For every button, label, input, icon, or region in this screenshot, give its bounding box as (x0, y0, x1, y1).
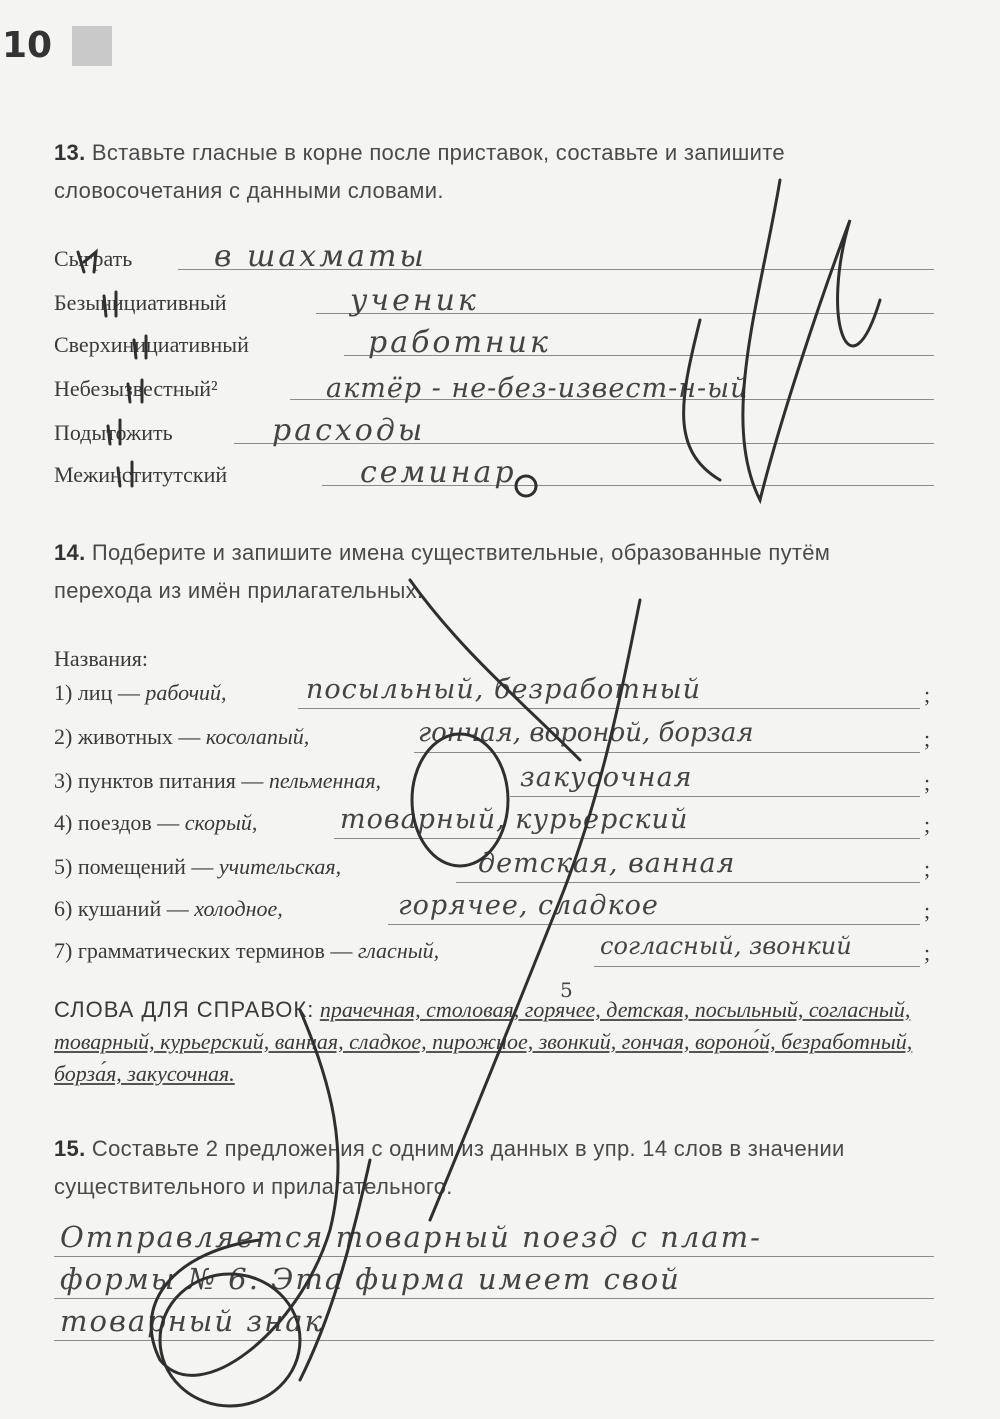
item-example: пельменная, (268, 768, 382, 793)
item-example: учительская, (218, 854, 342, 879)
item-category: помещений — (77, 854, 214, 879)
handwritten-answer: товарный знак (60, 1304, 324, 1338)
item-example: косолапый, (205, 724, 310, 749)
line-end-semicolon: ; (924, 898, 931, 923)
item-number: 4) (54, 810, 73, 835)
item-category: лиц — (77, 680, 140, 705)
large-letter-stroke (151, 1010, 338, 1375)
exercise-14-text: Подберите и запишите имена существительные, образованные путём перехода из имён прилагательных. (54, 540, 831, 603)
handwritten-answer: Отправляется товарный поезд с плат- (60, 1220, 762, 1254)
reference-list: прачечная, столовая, горячее, детская, посыльный, согласный, товарный, курьерский, ванная, сладкое, пирожное, звонкий, гончая, вороно́й, безработный, борза́я, закусочная. (54, 997, 913, 1086)
item-number: 1) (54, 680, 73, 705)
row-label: Сверхинициативный (54, 332, 249, 357)
vowel-insert-mark (134, 336, 146, 358)
item-example: рабочий, (145, 680, 227, 705)
reference-caption: СЛОВА ДЛЯ СПРАВОК: (54, 997, 315, 1022)
circle-mark (160, 1274, 300, 1406)
vowel-insert-mark (108, 420, 120, 444)
line-end-semicolon: ; (924, 856, 931, 881)
item-category: кушаний — (77, 896, 189, 921)
handwritten-answer: семинар (360, 455, 517, 490)
handwritten-answer: формы № 6. Эта фирма имеет свой (60, 1262, 681, 1296)
grade-mark: 5 (560, 978, 576, 1002)
row-label: Небезызвестный² (54, 376, 218, 401)
item-number: 6) (54, 896, 73, 921)
handwritten-answer: закусочная (520, 762, 693, 793)
circle-mark (516, 476, 536, 496)
exercise-15-number: 15. (54, 1136, 86, 1161)
row-label: Сыграть (54, 246, 133, 271)
item-category: пунктов питания — (77, 768, 264, 793)
line-end-semicolon: ; (924, 940, 931, 965)
large-letter-stroke (300, 1160, 370, 1380)
handwritten-answer: в шахматы (214, 239, 427, 274)
handwritten-answer: горячее, сладкое (398, 890, 659, 921)
row-label: Безынициативный (54, 290, 227, 315)
handwritten-answer: детская, ванная (478, 848, 736, 879)
vowel-insert-mark (128, 380, 142, 402)
item-example: скорый, (184, 810, 258, 835)
exercise-15-text: Составьте 2 предложения с одним из данных в упр. 14 слов в значении существительного и прилагательного. (54, 1136, 845, 1199)
large-letter-stroke (410, 580, 580, 760)
line-end-semicolon: ; (924, 726, 931, 751)
handwritten-answer: актёр - не-без-извест-н-ый (326, 373, 749, 404)
handwritten-answer: гончая, вороной, борзая (418, 718, 754, 748)
exercise-13-text: Вставьте гласные в корне после приставок, составьте и запишите словосочетания с данными словами. (54, 140, 785, 203)
exercise-14-number: 14. (54, 540, 86, 565)
handwritten-answer: согласный, звонкий (600, 932, 852, 960)
line-end-semicolon: ; (924, 812, 931, 837)
item-number: 2) (54, 724, 73, 749)
large-letter-stroke (430, 600, 640, 1220)
item-number: 5) (54, 854, 73, 879)
handwritten-answer: посыльный, безработный (306, 674, 702, 705)
vowel-insert-mark (78, 252, 96, 272)
large-check-mark (684, 320, 720, 480)
item-example: гласный, (357, 938, 440, 963)
page-number: 10 (2, 25, 53, 66)
large-check-mark (743, 180, 880, 500)
item-category: животных — (77, 724, 201, 749)
handwritten-answer: работник (368, 325, 551, 360)
handwritten-answer: ученик (350, 283, 479, 318)
exercise-13-number: 13. (54, 140, 86, 165)
item-example: холодное, (194, 896, 283, 921)
line-end-semicolon: ; (924, 682, 931, 707)
row-label: Подытожить (54, 420, 173, 445)
item-number: 7) (54, 938, 73, 963)
item-number: 3) (54, 768, 73, 793)
handwritten-answer: расходы (272, 413, 426, 448)
circle-mark (412, 734, 508, 866)
item-category: поездов — (77, 810, 180, 835)
item-category: грамматических терминов — (77, 938, 353, 963)
line-end-semicolon: ; (924, 770, 931, 795)
vowel-insert-mark (118, 462, 132, 486)
vowel-insert-mark (104, 292, 116, 316)
handwritten-answer: товарный, курьерский (340, 804, 689, 835)
row-label: Межинститутский (54, 462, 228, 487)
names-heading: Названия: (54, 646, 148, 671)
